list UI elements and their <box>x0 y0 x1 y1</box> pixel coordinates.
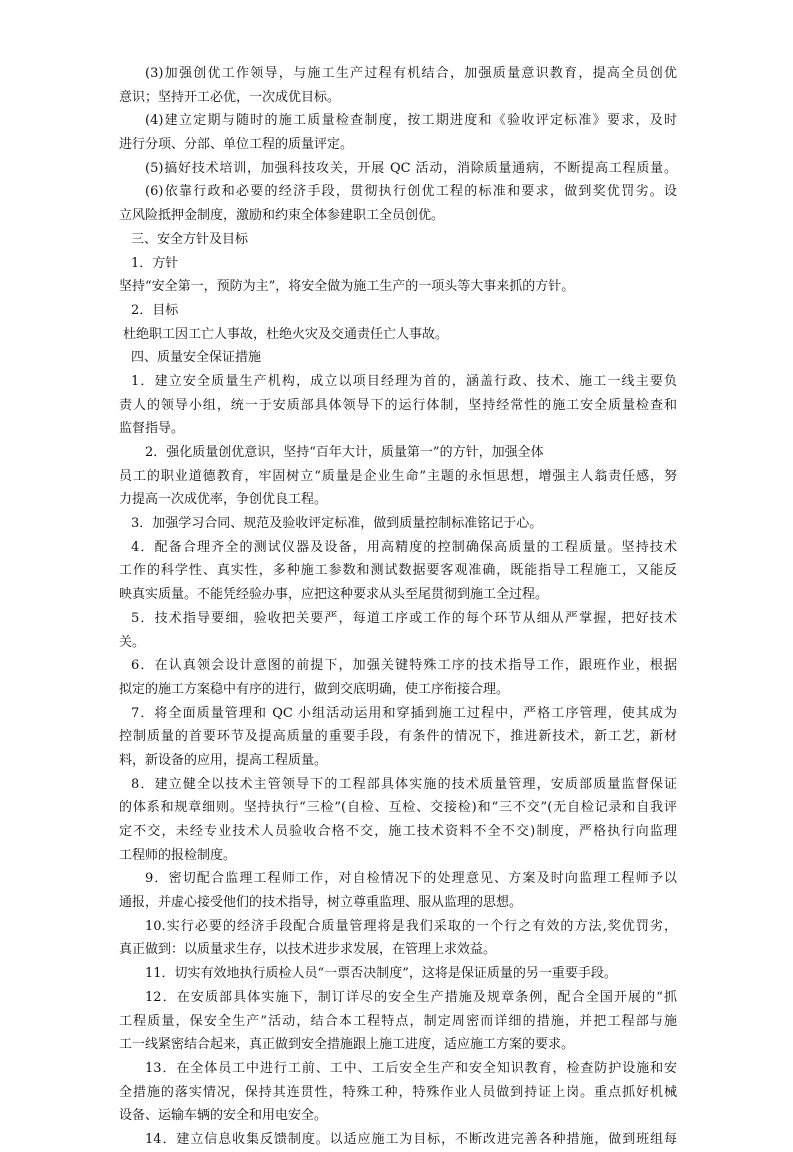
subsection-heading: 1．方针 <box>131 255 179 271</box>
text-line: 拟定的施工方案稳中有序的进行，做到交底明确，使工序衔接合理。 <box>119 681 510 697</box>
text-line: 工程质量，保安全生产”活动，结合本工程特点，制定周密而详细的措施，并把工程部与施 <box>119 1013 677 1029</box>
text-line: 6．在认真领会设计意图的前提下，加强关键特殊工序的技术指导工作，跟班作业，根据 <box>131 658 677 674</box>
text-line: (4)建立定期与随时的施工质量检查制度，按工期进度和《验收评定标准》要求，及时 <box>145 113 677 129</box>
section-heading: 四、质量安全保证措施 <box>131 350 262 366</box>
text-line: 坚持“安全第一，预防为主”，将安全做为施工生产的一项头等大事来抓的方针。 <box>119 279 575 295</box>
text-line: 监督指导。 <box>119 421 185 437</box>
text-line: 控制质量的首要环节及提高质量的重要手段，有条件的情况下，推进新技术，新工艺，新材 <box>119 729 677 745</box>
text-line: 的体系和规章细则。坚持执行“三检”(自检、互检、交接检)和“三不交”(无自检记录和自我评 <box>119 800 677 816</box>
text-line: 全措施的落实情况，保持其连贯性，特殊工种，特殊作业人员做到持证上岗。重点抓好机械 <box>119 1084 677 1100</box>
text-line: 工作的科学性、真实性，多种施工参数和测试数据要客观准确，既能指导工程施工，又能反 <box>119 563 677 579</box>
text-line: 设备、运输车辆的安全和用电安全。 <box>119 1108 328 1124</box>
text-line: 料，新设备的应用，提高工程质量。 <box>119 752 328 768</box>
text-line: 员工的职业道德教育，牢固树立“质量是企业生命”主题的永恒思想，增强主人翁责任感，努 <box>119 468 677 484</box>
text-line: 关。 <box>119 634 146 650</box>
text-line: 力提高一次成优率，争创优良工程。 <box>119 492 328 508</box>
text-line: 3．加强学习合同、规范及验收评定标准，做到质量控制标准铭记于心。 <box>131 516 543 532</box>
text-line: 责人的领导小组，统一于安质部具体领导下的运行体制，坚持经常性的施工安全质量检查和 <box>119 397 677 413</box>
text-line: 通报，并虚心接受他们的技术指导，树立尊重监理、服从监理的思想。 <box>119 895 523 911</box>
document-body <box>119 62 677 1152</box>
text-line: 工一线紧密结合起来，真正做到安全措施跟上施工进度，适应施工方案的要求。 <box>119 1037 575 1053</box>
text-line: 映真实质量。不能凭经验办事，应把这种要求从头至尾贯彻到施工全过程。 <box>119 587 549 603</box>
text-line: 真正做到：以质量求生存，以技术进步求发展，在管理上求效益。 <box>119 942 497 958</box>
text-line: 进行分项、分部、单位工程的质量评定。 <box>119 137 354 153</box>
text-line: (5)搞好技术培训，加强科技攻关，开展 QC 活动，消除质量通病，不断提高工程质量。 <box>145 160 677 176</box>
section-heading: 三、安全方针及目标 <box>131 231 249 247</box>
text-line: 4．配备合理齐全的测试仪器及设备，用高精度的控制确保高质量的工程质量。坚持技术 <box>131 539 677 555</box>
text-line: 2．强化质量创优意识，坚持“百年大计，质量第一”的方针，加强全体 <box>145 445 544 460</box>
text-line: 12．在安质部具体实施下，制订详尽的安全生产措施及规章条例，配合全国开展的“抓 <box>145 989 677 1005</box>
text-line: 5．技术指导要细，验收把关要严，每道工序或工作的每个环节从细从严掌握，把好技术 <box>131 610 677 626</box>
text-line: 1．建立安全质量生产机构，成立以项目经理为首的，涵盖行政、技术、施工一线主要负 <box>131 373 677 389</box>
text-line: (3)加强创优工作领导，与施工生产过程有机结合，加强质量意识教育，提高全员创优 <box>145 66 677 81</box>
text-line: 工程师的报检制度。 <box>119 847 237 863</box>
text-line: 立风险抵押金制度，激励和约束全体参建职工全员创优。 <box>119 208 445 224</box>
subsection-heading: 2．目标 <box>131 302 179 318</box>
text-line: 11．切实有效地执行质检人员“一票否决制度”，这将是保证质量的另一重要手段。 <box>145 966 617 982</box>
text-line: 14．建立信息收集反馈制度。以适应施工为目标，不断改进完善各种措施，做到班组每 <box>145 1131 677 1147</box>
text-line: 9．密切配合监理工程师工作，对自检情况下的处理意见、方案及时向监理工程师予以 <box>145 871 677 887</box>
text-line: (6)依靠行政和必要的经济手段，贯彻执行创优工程的标准和要求，做到奖优罚劣。设 <box>145 184 677 200</box>
text-line: 13．在全体员工中进行工前、工中、工后安全生产和安全知识教育，检查防护设施和安 <box>145 1060 677 1076</box>
text-line: 定不交，未经专业技术人员验收合格不交，施工技术资料不全不交)制度，严格执行向监理 <box>119 824 677 839</box>
text-line: 10.实行必要的经济手段配合质量管理将是我们采取的一个行之有效的方法,奖优罚劣， <box>145 918 677 934</box>
text-line: 8．建立健全以技术主管领导下的工程部具体实施的技术质量管理，安质部质量监督保证 <box>131 776 677 792</box>
text-line: 杜绝职工因工亡人事故，杜绝火灾及交通责任亡人事故。 <box>123 326 449 342</box>
text-line: 7．将全面质量管理和 QC 小组活动运用和穿插到施工过程中，严格工序管理，使其成为 <box>131 705 677 721</box>
text-line: 意识；坚持开工必优，一次成优目标。 <box>119 89 341 105</box>
